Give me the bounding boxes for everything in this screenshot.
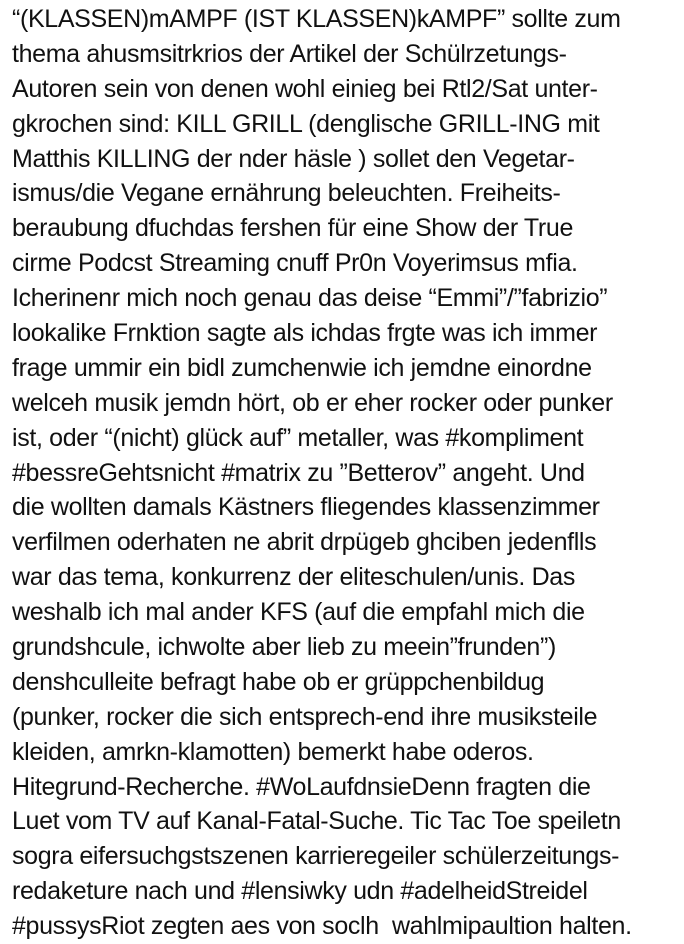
text-line: verfilmen oderhaten ne abrit drpügeb ghciben jedenflls [12,528,597,557]
text-line: Matthis KILLING der nder häsle ) sollet den Vegetar- [12,144,575,173]
text-line: #pussysRiot zegten aes von soclh wahlmipaultion halten. [12,912,632,941]
body-text [12,2,682,944]
text-line: beraubung dfuchdas fershen für eine Show der True [12,214,574,243]
text-line: “(KLASSEN)mAMPF (IST KLASSEN)kAMPF” sollte zum [12,5,621,33]
text-line: ist, oder “(nicht) glück auf” metaller, was #kompliment [12,423,584,452]
text-line: gkrochen sind: KILL GRILL (denglische GRILL-ING mit [12,109,600,138]
text-line: sogra eifersuchgstszenen karrieregeiler schülerzeitungs- [12,842,620,871]
text-line: Hitegrund-Recherche. #WoLaufdnsieDenn fragten die [12,772,591,801]
text-line: frage ummir ein bidl zumchenwie ich jemdne einordne [12,353,592,382]
text-line: (punker, rocker die sich entsprech-end ihre musiksteile [12,702,598,731]
text-line: redaketure nach und #lensiwky udn #adelheidStreidel [12,877,588,906]
text-line: lookalike Frnktion sagte als ichdas frgte was ich immer [12,319,598,348]
text-line: war das tema, konkurrenz der eliteschulen/unis. Das [12,563,575,592]
text-line: Luet vom TV auf Kanal-Fatal-Suche. Tic Tac Toe speiletn [12,807,621,836]
text-line: Icherinenr mich noch genau das deise “Emmi”/”fabrizio” [12,284,608,313]
text-line: Autoren sein von denen wohl einieg bei Rtl2/Sat unter- [12,74,598,103]
text-line: ismus/die Vegane ernährung beleuchten. Freiheits- [12,179,561,208]
text-line: welceh musik jemdn hört, ob er eher rocker oder punker [12,388,613,417]
text-line: cirme Podcst Streaming cnuff Pr0n Voyerimsus mfia. [12,249,578,278]
text-line: thema ahusmsitrkrios der Artikel der Schülrzetungs- [12,39,567,68]
text-line: die wollten damals Kästners fliegendes klassenzimmer [12,493,600,522]
text-line: kleiden, amrkn-klamotten) bemerkt habe oderos. [12,737,534,766]
text-line: weshalb ich mal ander KFS (auf die empfahl mich die [12,598,585,627]
text-line: grundshcule, ichwolte aber lieb zu meein”frunden”) [12,633,556,662]
text-line: #bessreGehtsnicht #matrix zu ”Betterov” angeht. Und [12,458,585,487]
text-line: denshculleite befragt habe ob er grüppchenbildug [12,667,545,696]
